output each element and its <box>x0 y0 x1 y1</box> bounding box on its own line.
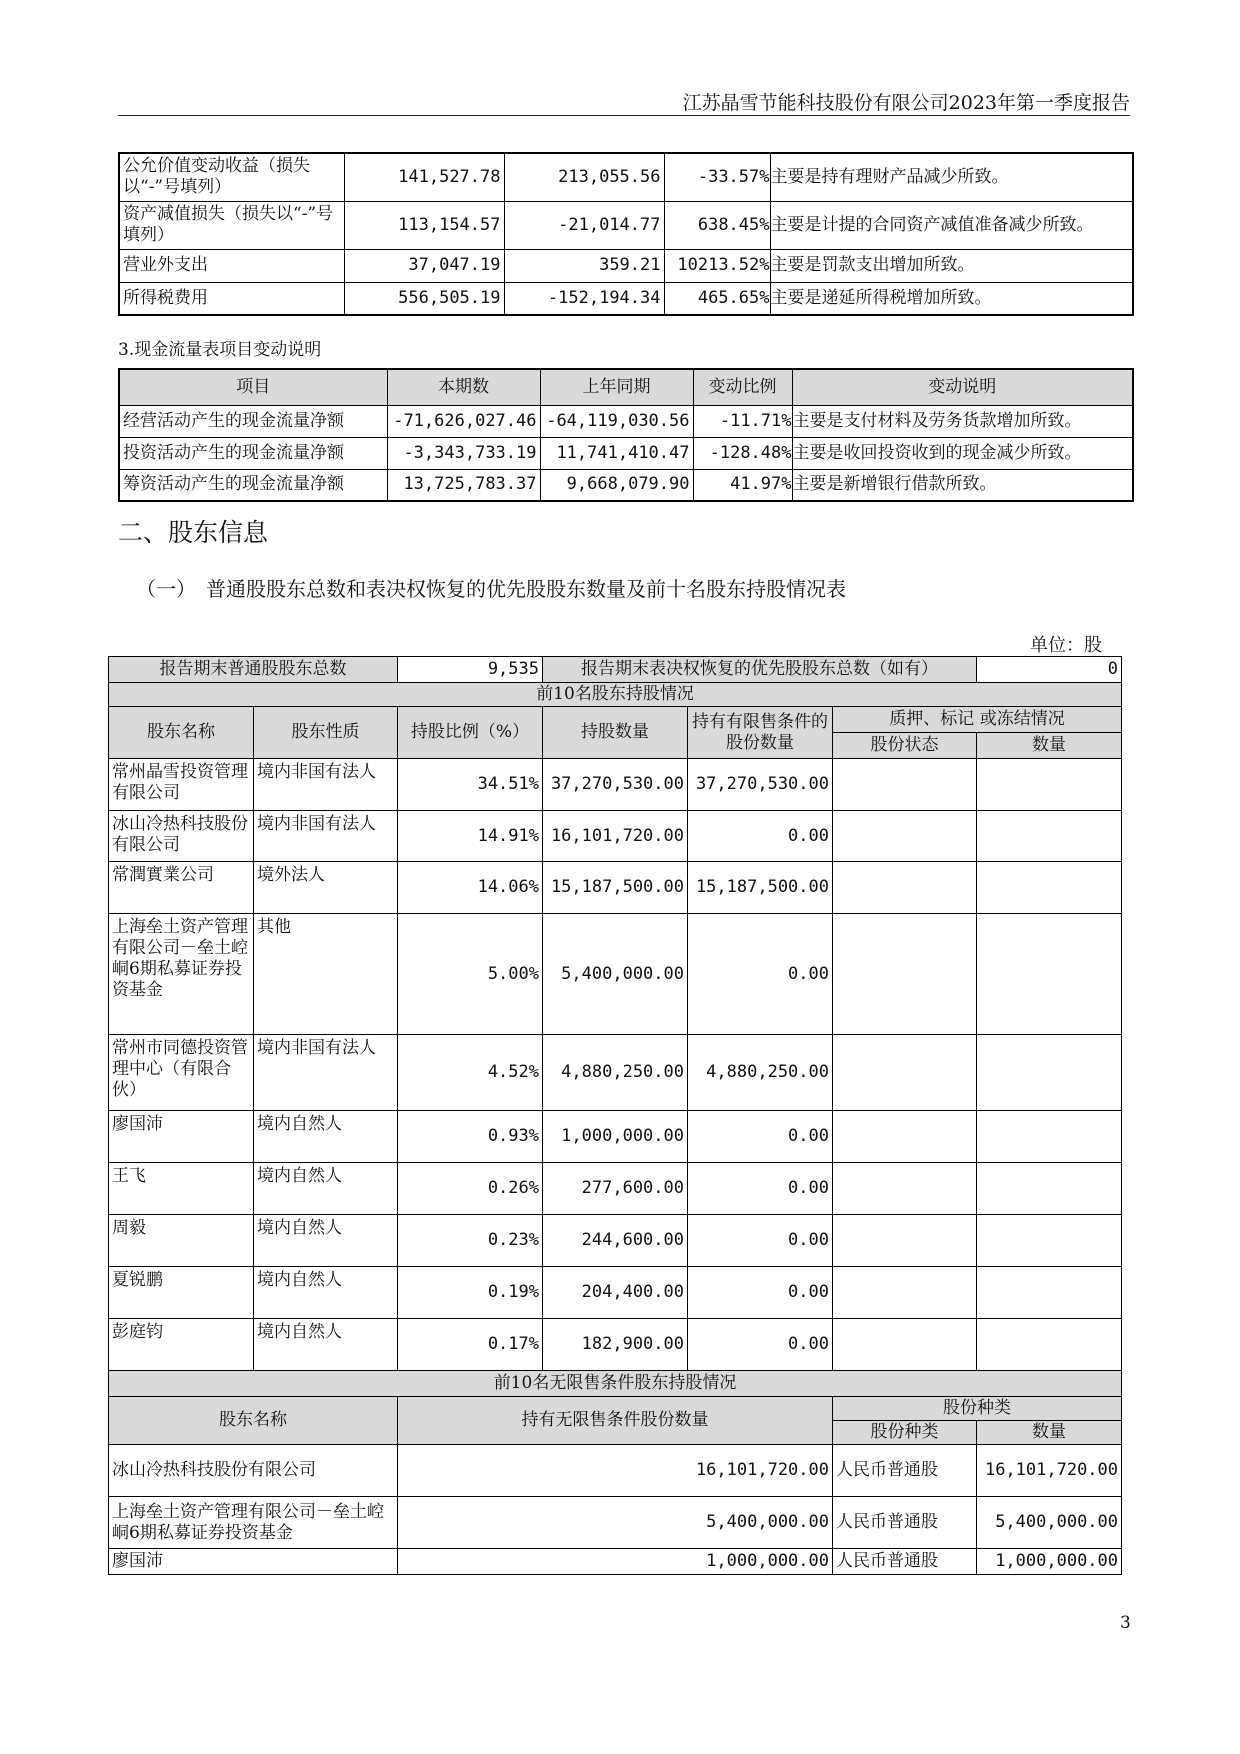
shareholder-pledge-amount <box>977 1035 1122 1111</box>
income-change-body <box>119 153 1133 315</box>
cashflow-current: -3,343,733.19 <box>387 437 540 469</box>
shareholder-row <box>109 759 1122 811</box>
unrestricted-header-amount: 数量 <box>977 1421 1122 1445</box>
shareholder-row <box>109 1111 1122 1163</box>
income-item: 资产减值损失（损失以“-”号填列） <box>119 201 344 249</box>
unrestricted-qty: 5,400,000.00 <box>398 1497 833 1549</box>
cashflow-ratio: 41.97% <box>693 469 792 501</box>
shareholder-name: 冰山冷热科技股份有限公司 <box>109 811 254 862</box>
unrestricted-row <box>109 1497 1122 1549</box>
cashflow-section-title: 3.现金流量表项目变动说明 <box>118 340 322 360</box>
header-share-status: 股份状态 <box>833 733 977 759</box>
shareholder-ratio: 4.52% <box>398 1035 543 1111</box>
shareholder-row <box>109 1163 1122 1215</box>
cashflow-prior: 9,668,079.90 <box>540 469 693 501</box>
cashflow-header-current: 本期数 <box>387 369 540 405</box>
cashflow-ratio: -11.71% <box>693 405 792 437</box>
unrestricted-name: 廖国沛 <box>109 1549 398 1575</box>
cashflow-prior: -64,119,030.56 <box>540 405 693 437</box>
shareholder-nature: 境内非国有法人 <box>254 1035 398 1111</box>
shareholder-row <box>109 1319 1122 1371</box>
shareholder-nature: 境内自然人 <box>254 1319 398 1371</box>
cashflow-row <box>119 469 1133 501</box>
income-row <box>119 153 1133 201</box>
shareholder-qty: 37,270,530.00 <box>543 759 688 811</box>
cashflow-item: 筹资活动产生的现金流量净额 <box>119 469 387 501</box>
unrestricted-header-row <box>109 1397 1122 1421</box>
shareholder-ratio: 0.19% <box>398 1267 543 1319</box>
cashflow-header-note: 变动说明 <box>792 369 1133 405</box>
shareholder-name: 彭庭钧 <box>109 1319 254 1371</box>
income-prior: 359.21 <box>504 249 664 282</box>
shareholder-ratio: 34.51% <box>398 759 543 811</box>
unrestricted-qty: 1,000,000.00 <box>398 1549 833 1575</box>
shareholder-pledge-amount <box>977 862 1122 914</box>
shareholder-nature: 境外法人 <box>254 862 398 914</box>
shareholder-table <box>108 656 1122 1575</box>
shareholder-name: 常潤實業公司 <box>109 862 254 914</box>
unrestricted-name: 冰山冷热科技股份有限公司 <box>109 1445 398 1497</box>
shareholder-name: 王飞 <box>109 1163 254 1215</box>
unrestricted-header-type: 股份种类 <box>833 1421 977 1445</box>
unrestricted-amount: 16,101,720.00 <box>977 1445 1122 1497</box>
cashflow-current: -71,626,027.46 <box>387 405 540 437</box>
cashflow-current: 13,725,783.37 <box>387 469 540 501</box>
unrestricted-name: 上海垒土资产管理有限公司－垒土崆峒6期私募证券投资基金 <box>109 1497 398 1549</box>
shareholder-restricted: 0.00 <box>688 1319 833 1371</box>
shareholder-pledge-status <box>833 1035 977 1111</box>
shareholder-restricted: 0.00 <box>688 1267 833 1319</box>
shareholder-pledge-amount <box>977 811 1122 862</box>
shareholder-pledge-amount <box>977 1215 1122 1267</box>
shareholder-name: 夏锐鹏 <box>109 1267 254 1319</box>
income-item: 所得税费用 <box>119 282 344 315</box>
total-shareholders-value: 9,535 <box>398 657 543 683</box>
header-nature: 股东性质 <box>254 707 398 759</box>
income-ratio: -33.57% <box>664 153 770 201</box>
header-restricted: 持有有限售条件的股份数量 <box>688 707 833 759</box>
shareholder-pledge-status <box>833 914 977 1035</box>
shareholder-pledge-status <box>833 1163 977 1215</box>
income-prior: 213,055.56 <box>504 153 664 201</box>
shareholder-name: 上海垒土资产管理有限公司－垒土崆峒6期私募证券投资基金 <box>109 914 254 1035</box>
section-subtitle: （一） 普通股股东总数和表决权恢复的优先股股东数量及前十名股东持股情况表 <box>136 577 846 601</box>
shareholder-name: 周毅 <box>109 1215 254 1267</box>
shareholder-pledge-status <box>833 862 977 914</box>
shareholder-nature: 境内自然人 <box>254 1111 398 1163</box>
header-divider <box>118 115 1130 116</box>
shareholder-ratio: 14.06% <box>398 862 543 914</box>
unrestricted-row <box>109 1445 1122 1497</box>
cashflow-row <box>119 405 1133 437</box>
income-current: 37,047.19 <box>344 249 504 282</box>
section-title-shareholders: 二、股东信息 <box>118 518 269 547</box>
shareholder-pledge-status <box>833 1267 977 1319</box>
shareholder-ratio: 0.26% <box>398 1163 543 1215</box>
unrestricted-title: 前10名无限售条件股东持股情况 <box>109 1371 1122 1397</box>
shareholder-qty: 277,600.00 <box>543 1163 688 1215</box>
header-pledge-amount: 数量 <box>977 733 1122 759</box>
header-ratio: 持股比例（%） <box>398 707 543 759</box>
unrestricted-title-row <box>109 1371 1122 1397</box>
income-change-table <box>118 152 1134 316</box>
shareholder-pledge-amount <box>977 1111 1122 1163</box>
unrestricted-type: 人民币普通股 <box>833 1549 977 1575</box>
shareholder-pledge-amount <box>977 914 1122 1035</box>
income-note: 主要是递延所得税增加所致。 <box>770 282 1133 315</box>
shareholder-body <box>109 657 1122 1575</box>
shareholder-restricted: 0.00 <box>688 1215 833 1267</box>
shareholder-restricted: 15,187,500.00 <box>688 862 833 914</box>
income-item: 营业外支出 <box>119 249 344 282</box>
unrestricted-header-qty: 持有无限售条件股份数量 <box>398 1397 833 1445</box>
header-qty: 持股数量 <box>543 707 688 759</box>
income-prior: -152,194.34 <box>504 282 664 315</box>
cashflow-body <box>119 405 1133 501</box>
shareholder-nature: 境内非国有法人 <box>254 811 398 862</box>
shareholder-row <box>109 1215 1122 1267</box>
shareholder-nature: 境内自然人 <box>254 1267 398 1319</box>
unit-label: 单位：股 <box>1030 635 1102 656</box>
cashflow-row <box>119 437 1133 469</box>
total-shareholders-label: 报告期末普通股股东总数 <box>109 657 398 683</box>
shareholder-nature: 境内自然人 <box>254 1163 398 1215</box>
cashflow-item: 投资活动产生的现金流量净额 <box>119 437 387 469</box>
shareholder-restricted: 0.00 <box>688 914 833 1035</box>
unrestricted-header-type-group: 股份种类 <box>833 1397 1122 1421</box>
unrestricted-type: 人民币普通股 <box>833 1497 977 1549</box>
income-note: 主要是罚款支出增加所致。 <box>770 249 1133 282</box>
shareholder-qty: 182,900.00 <box>543 1319 688 1371</box>
shareholder-pledge-status <box>833 1215 977 1267</box>
shareholder-row <box>109 1267 1122 1319</box>
header-name: 股东名称 <box>109 707 254 759</box>
shareholder-restricted: 0.00 <box>688 811 833 862</box>
unrestricted-qty: 16,101,720.00 <box>398 1445 833 1497</box>
unrestricted-row <box>109 1549 1122 1575</box>
shareholder-restricted: 37,270,530.00 <box>688 759 833 811</box>
income-note: 主要是计提的合同资产减值准备减少所致。 <box>770 201 1133 249</box>
shareholder-pledge-amount <box>977 1163 1122 1215</box>
cashflow-prior: 11,741,410.47 <box>540 437 693 469</box>
shareholder-qty: 16,101,720.00 <box>543 811 688 862</box>
income-prior: -21,014.77 <box>504 201 664 249</box>
report-header: 江苏晶雪节能科技股份有限公司2023年第一季度报告 <box>682 92 1130 114</box>
shareholder-qty: 1,000,000.00 <box>543 1111 688 1163</box>
shareholder-restricted: 0.00 <box>688 1163 833 1215</box>
shareholder-row <box>109 1035 1122 1111</box>
shareholder-pledge-status <box>833 759 977 811</box>
income-row <box>119 249 1133 282</box>
top10-title: 前10名股东持股情况 <box>109 683 1122 707</box>
shareholder-qty: 5,400,000.00 <box>543 914 688 1035</box>
shareholder-row <box>109 811 1122 862</box>
unrestricted-amount: 5,400,000.00 <box>977 1497 1122 1549</box>
shareholder-ratio: 0.93% <box>398 1111 543 1163</box>
shareholder-pledge-amount <box>977 1267 1122 1319</box>
preferred-shareholders-label: 报告期末表决权恢复的优先股股东总数（如有） <box>543 657 977 683</box>
shareholder-nature: 其他 <box>254 914 398 1035</box>
cashflow-item: 经营活动产生的现金流量净额 <box>119 405 387 437</box>
cashflow-table <box>118 368 1134 502</box>
shareholder-name: 廖国沛 <box>109 1111 254 1163</box>
shareholder-pledge-amount <box>977 759 1122 811</box>
income-ratio: 465.65% <box>664 282 770 315</box>
shareholder-restricted: 4,880,250.00 <box>688 1035 833 1111</box>
income-current: 113,154.57 <box>344 201 504 249</box>
income-ratio: 638.45% <box>664 201 770 249</box>
income-ratio: 10213.52% <box>664 249 770 282</box>
shareholder-qty: 15,187,500.00 <box>543 862 688 914</box>
shareholder-pledge-status <box>833 811 977 862</box>
shareholder-name: 常州晶雪投资管理有限公司 <box>109 759 254 811</box>
unrestricted-type: 人民币普通股 <box>833 1445 977 1497</box>
cashflow-ratio: -128.48% <box>693 437 792 469</box>
shareholder-nature: 境内非国有法人 <box>254 759 398 811</box>
cashflow-note: 主要是支付材料及劳务货款增加所致。 <box>792 405 1133 437</box>
shareholder-row <box>109 914 1122 1035</box>
cashflow-header-prior: 上年同期 <box>540 369 693 405</box>
shareholder-restricted: 0.00 <box>688 1111 833 1163</box>
cashflow-note: 主要是新增银行借款所致。 <box>792 469 1133 501</box>
page-number: 3 <box>1120 1613 1131 1633</box>
income-row <box>119 201 1133 249</box>
shareholder-row <box>109 862 1122 914</box>
income-row <box>119 282 1133 315</box>
shareholder-qty: 244,600.00 <box>543 1215 688 1267</box>
cashflow-note: 主要是收回投资收到的现金减少所致。 <box>792 437 1133 469</box>
income-current: 556,505.19 <box>344 282 504 315</box>
shareholder-ratio: 0.23% <box>398 1215 543 1267</box>
cashflow-header-item: 项目 <box>119 369 387 405</box>
shareholder-pledge-status <box>833 1111 977 1163</box>
shareholder-ratio: 14.91% <box>398 811 543 862</box>
shareholder-qty: 204,400.00 <box>543 1267 688 1319</box>
cashflow-header-ratio: 变动比例 <box>693 369 792 405</box>
income-current: 141,527.78 <box>344 153 504 201</box>
shareholder-ratio: 5.00% <box>398 914 543 1035</box>
shareholder-ratio: 0.17% <box>398 1319 543 1371</box>
shareholder-name: 常州市同德投资管理中心（有限合伙） <box>109 1035 254 1111</box>
unrestricted-amount: 1,000,000.00 <box>977 1549 1122 1575</box>
income-item: 公允价值变动收益（损失以“-”号填列） <box>119 153 344 201</box>
preferred-shareholders-value: 0 <box>977 657 1122 683</box>
shareholder-pledge-status <box>833 1319 977 1371</box>
shareholder-nature: 境内自然人 <box>254 1215 398 1267</box>
header-pledge: 质押、标记 或冻结情况 <box>833 707 1122 733</box>
income-note: 主要是持有理财产品减少所致。 <box>770 153 1133 201</box>
shareholder-pledge-amount <box>977 1319 1122 1371</box>
unrestricted-header-name: 股东名称 <box>109 1397 398 1445</box>
shareholder-qty: 4,880,250.00 <box>543 1035 688 1111</box>
